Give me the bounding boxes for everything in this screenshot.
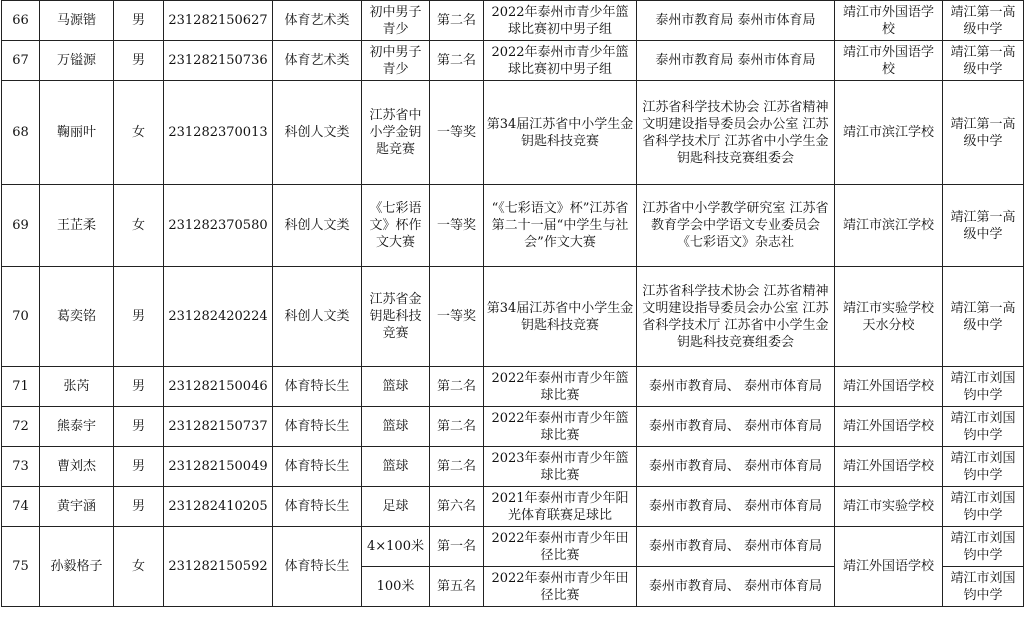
cell-gender: 男	[114, 487, 164, 527]
cell-category: 体育艺术类	[273, 1, 362, 41]
cell-organizer: 泰州市教育局、 泰州市体育局	[637, 367, 835, 407]
cell-project: 足球	[362, 487, 430, 527]
cell-id: 231282150737	[164, 407, 273, 447]
cell-admit: 靖江市刘国钧中学	[943, 407, 1024, 447]
cell-project: 篮球	[362, 367, 430, 407]
cell-name: 鞠丽叶	[40, 81, 114, 185]
cell-no: 73	[2, 447, 40, 487]
cell-project: 100米	[362, 567, 430, 607]
cell-category: 科创人文类	[273, 267, 362, 367]
cell-gender: 男	[114, 1, 164, 41]
cell-school: 靖江外国语学校	[835, 447, 943, 487]
cell-school: 靖江外国语学校	[835, 527, 943, 607]
cell-school: 靖江市滨江学校	[835, 81, 943, 185]
cell-gender: 男	[114, 447, 164, 487]
cell-project: 《七彩语文》杯作文大赛	[362, 185, 430, 267]
table-row	[2, 1, 1024, 41]
cell-name: 曹刘杰	[40, 447, 114, 487]
cell-award: 第二名	[430, 407, 484, 447]
cell-gender: 女	[114, 527, 164, 607]
cell-project: 江苏省金钥匙科技竞赛	[362, 267, 430, 367]
cell-award: 第一名	[430, 527, 484, 567]
cell-award: 第二名	[430, 367, 484, 407]
cell-competition: 2022年泰州市青少年田径比赛	[484, 527, 637, 567]
cell-award: 第二名	[430, 41, 484, 81]
cell-admit: 靖江市刘国钧中学	[943, 527, 1024, 567]
cell-school: 靖江市实验学校天水分校	[835, 267, 943, 367]
cell-admit: 靖江市刘国钧中学	[943, 567, 1024, 607]
cell-category: 体育特长生	[273, 527, 362, 607]
cell-award: 一等奖	[430, 267, 484, 367]
cell-category: 体育特长生	[273, 487, 362, 527]
cell-project: 篮球	[362, 407, 430, 447]
table-row	[2, 407, 1024, 447]
table-body	[2, 1, 1024, 607]
cell-award: 第五名	[430, 567, 484, 607]
cell-gender: 男	[114, 267, 164, 367]
cell-competition: 2022年泰州市青少年篮球比赛初中男子组	[484, 41, 637, 81]
cell-category: 体育艺术类	[273, 41, 362, 81]
cell-competition: 第34届江苏省中小学生金钥匙科技竞赛	[484, 267, 637, 367]
cell-school: 靖江市实验学校	[835, 487, 943, 527]
cell-organizer: 江苏省科学技术协会 江苏省精神文明建设指导委员会办公室 江苏省科学技术厅 江苏省中小学生金钥匙科技竞赛组委会	[637, 81, 835, 185]
table-row	[2, 527, 1024, 567]
cell-id: 231282150046	[164, 367, 273, 407]
cell-no: 67	[2, 41, 40, 81]
table-row	[2, 487, 1024, 527]
cell-name: 孙毅格子	[40, 527, 114, 607]
admission-table	[1, 0, 1024, 607]
cell-no: 72	[2, 407, 40, 447]
cell-project: 初中男子青少	[362, 1, 430, 41]
table-row	[2, 367, 1024, 407]
cell-name: 熊泰宇	[40, 407, 114, 447]
cell-gender: 女	[114, 185, 164, 267]
cell-no: 68	[2, 81, 40, 185]
cell-admit: 靖江第一高级中学	[943, 81, 1024, 185]
cell-id: 231282370580	[164, 185, 273, 267]
cell-id: 231282150627	[164, 1, 273, 41]
cell-organizer: 泰州市教育局、 泰州市体育局	[637, 527, 835, 567]
cell-organizer: 泰州市教育局、 泰州市体育局	[637, 487, 835, 527]
cell-no: 66	[2, 1, 40, 41]
cell-category: 体育特长生	[273, 407, 362, 447]
cell-award: 一等奖	[430, 185, 484, 267]
cell-gender: 男	[114, 367, 164, 407]
cell-admit: 靖江市刘国钧中学	[943, 487, 1024, 527]
cell-project: 江苏省中小学金钥匙竞赛	[362, 81, 430, 185]
cell-no: 70	[2, 267, 40, 367]
cell-competition: 2022年泰州市青少年田径比赛	[484, 567, 637, 607]
cell-name: 张芮	[40, 367, 114, 407]
cell-gender: 男	[114, 407, 164, 447]
cell-admit: 靖江第一高级中学	[943, 1, 1024, 41]
cell-organizer: 泰州市教育局、 泰州市体育局	[637, 407, 835, 447]
cell-category: 体育特长生	[273, 367, 362, 407]
cell-organizer: 泰州市教育局、 泰州市体育局	[637, 567, 835, 607]
cell-school: 靖江市外国语学校	[835, 41, 943, 81]
cell-name: 葛奕铭	[40, 267, 114, 367]
cell-organizer: 江苏省科学技术协会 江苏省精神文明建设指导委员会办公室 江苏省科学技术厅 江苏省中小学生金钥匙科技竞赛组委会	[637, 267, 835, 367]
cell-admit: 靖江第一高级中学	[943, 267, 1024, 367]
cell-competition: 2022年泰州市青少年篮球比赛	[484, 407, 637, 447]
cell-competition: 2022年泰州市青少年篮球比赛初中男子组	[484, 1, 637, 41]
cell-name: 万镒源	[40, 41, 114, 81]
cell-gender: 男	[114, 41, 164, 81]
cell-school: 靖江市外国语学校	[835, 1, 943, 41]
cell-project: 初中男子青少	[362, 41, 430, 81]
cell-category: 体育特长生	[273, 447, 362, 487]
cell-award: 第二名	[430, 1, 484, 41]
cell-competition: 2021年泰州市青少年阳光体育联赛足球比	[484, 487, 637, 527]
cell-organizer: 泰州市教育局 泰州市体育局	[637, 41, 835, 81]
cell-category: 科创人文类	[273, 81, 362, 185]
cell-name: 王芷柔	[40, 185, 114, 267]
cell-gender: 女	[114, 81, 164, 185]
cell-no: 71	[2, 367, 40, 407]
cell-award: 第二名	[430, 447, 484, 487]
table-row	[2, 185, 1024, 267]
cell-id: 231282420224	[164, 267, 273, 367]
cell-id: 231282150592	[164, 527, 273, 607]
cell-project: 篮球	[362, 447, 430, 487]
cell-competition: “《七彩语文》杯”江苏省第二十一届“中学生与社会”作文大赛	[484, 185, 637, 267]
cell-category: 科创人文类	[273, 185, 362, 267]
cell-admit: 靖江第一高级中学	[943, 185, 1024, 267]
cell-admit: 靖江市刘国钧中学	[943, 447, 1024, 487]
cell-school: 靖江外国语学校	[835, 367, 943, 407]
cell-award: 一等奖	[430, 81, 484, 185]
cell-id: 231282410205	[164, 487, 273, 527]
cell-admit: 靖江第一高级中学	[943, 41, 1024, 81]
cell-id: 231282150049	[164, 447, 273, 487]
cell-id: 231282370013	[164, 81, 273, 185]
cell-no: 74	[2, 487, 40, 527]
cell-award: 第六名	[430, 487, 484, 527]
cell-name: 马源锴	[40, 1, 114, 41]
cell-organizer: 江苏省中小学教学研究室 江苏省教育学会中学语文专业委员会 《七彩语文》杂志社	[637, 185, 835, 267]
cell-school: 靖江外国语学校	[835, 407, 943, 447]
cell-competition: 2023年泰州市青少年篮球比赛	[484, 447, 637, 487]
cell-name: 黄宇涵	[40, 487, 114, 527]
cell-school: 靖江市滨江学校	[835, 185, 943, 267]
table-row	[2, 267, 1024, 367]
cell-competition: 2022年泰州市青少年篮球比赛	[484, 367, 637, 407]
cell-competition: 第34届江苏省中小学生金钥匙科技竞赛	[484, 81, 637, 185]
cell-id: 231282150736	[164, 41, 273, 81]
table-row	[2, 41, 1024, 81]
table-row	[2, 81, 1024, 185]
cell-project: 4×100米	[362, 527, 430, 567]
cell-admit: 靖江市刘国钧中学	[943, 367, 1024, 407]
cell-no: 69	[2, 185, 40, 267]
cell-organizer: 泰州市教育局、 泰州市体育局	[637, 447, 835, 487]
cell-organizer: 泰州市教育局 泰州市体育局	[637, 1, 835, 41]
table-row	[2, 447, 1024, 487]
cell-no: 75	[2, 527, 40, 607]
